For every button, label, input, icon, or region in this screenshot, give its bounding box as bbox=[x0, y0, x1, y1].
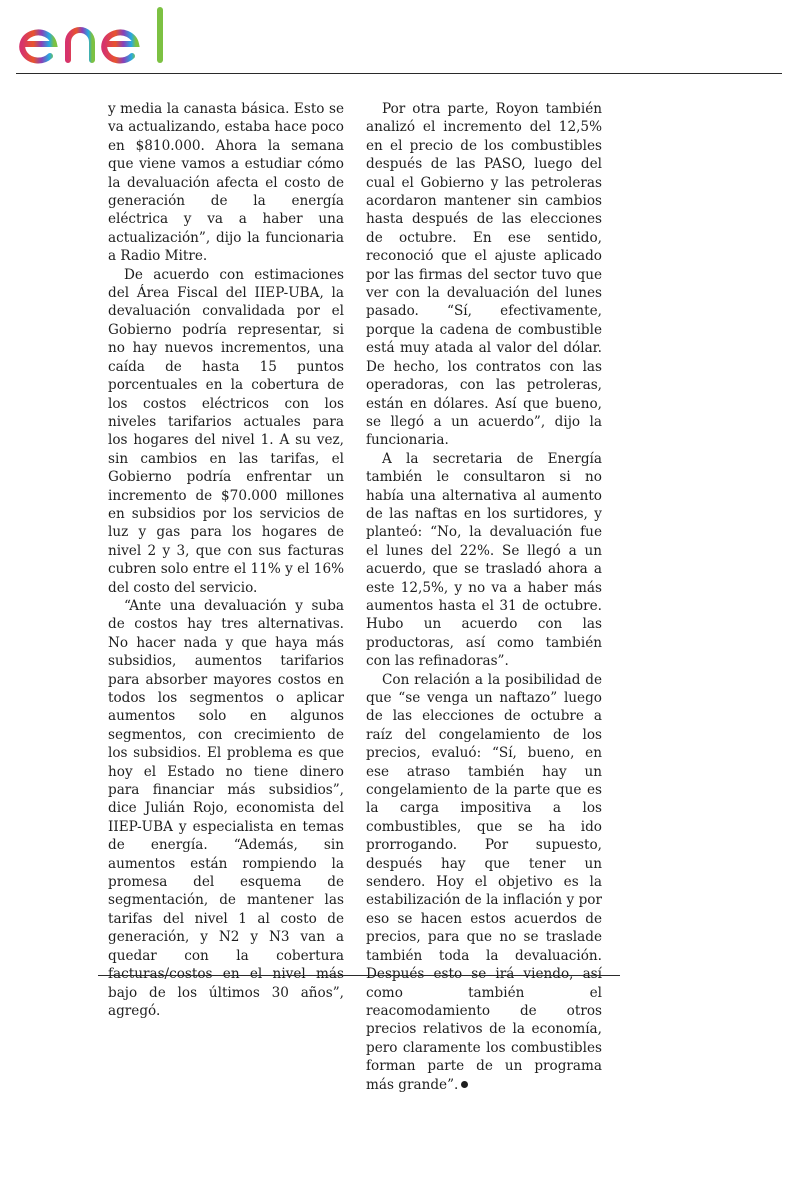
article-column-right bbox=[366, 100, 602, 1094]
article-column-left bbox=[108, 100, 344, 1020]
footer-divider bbox=[98, 975, 620, 976]
end-of-article-icon bbox=[461, 1081, 468, 1088]
paragraph-final bbox=[366, 671, 602, 1094]
header-divider bbox=[16, 73, 782, 74]
enel-logo bbox=[18, 6, 180, 68]
paragraph: y media la canasta básica. Esto se va actualizando, estaba hace poco en $810.000. Ahora la semana que viene vamos a estudiar cómo la devaluación afecta el costo de generación de la energía eléctrica y va a haber una actualización”, dijo la funcionaria a Radio Mitre. bbox=[108, 101, 344, 265]
paragraph: A la secretaria de Energía también le consultaron si no había una alternativa al aumento de las naftas en los surtidores, y planteó: “No, la devaluación fue el lunes del 22%. Se llegó a un acuerdo, que se trasladó ahora a este 12,5%, y no va a haber más aumentos hasta el 31 de octubre. Hubo un acuerdo con las productoras, así como también con las refinadoras”. bbox=[366, 450, 602, 670]
paragraph: “Ante una devaluación y suba de costos hay tres alternativas. No hacer nada y que haya más subsidios, aumentos tarifarios para absorber mayores costos en todos los segmentos o aplicar aumentos solo en algunos segmentos, con crecimiento de los subsidios. El problema es que hoy el Estado no tiene dinero para financiar más subsidios”, dice Julián Rojo, economista del IIEP-UBA y especialista en temas de energía. “Además, sin aumentos están rompiendo la promesa del esquema de segmentación, de mantener las tarifas del nivel 1 al costo de generación, y N2 y N3 van a quedar con la cobertura facturas/costos en el nivel más bajo de los últimos 30 años”, agregó. bbox=[108, 597, 344, 1019]
paragraph-text: Con relación a la posibilidad de que “se venga un naftazo” luego de las elecciones de octubre a raíz del congelamiento de los precios, evaluó: “Sí, bueno, en ese atraso también hay un congelamiento de la parte que es la carga impositiva a los combustibles, que se ha ido prorrogando. Por supuesto, después hay que tener un sendero. Hoy el objetivo es la estabilización de la inflación y por eso se hacen estos acuerdos de precios, para que no se traslade también toda la devaluación. Después esto se irá viendo, así como también el reacomodamiento de otros precios relativos de la economía, pero claramente los combustibles forman parte de un programa más grande”. bbox=[366, 671, 602, 1093]
paragraph: De acuerdo con estimaciones del Área Fiscal del IIEP-UBA, la devaluación convalidada por el Gobierno podría representar, si no hay nuevos incrementos, una caída de hasta 15 puntos porcentuales en la cobertura de los costos eléctricos con los niveles tarifarios actuales para los hogares del nivel 1. A su vez, sin cambios en las tarifas, el Gobierno podría enfrentar un incremento de $70.000 millones en subsidios por los servicios de luz y gas para los hogares de nivel 2 y 3, que con sus facturas cubren solo entre el 11% y el 16% del costo del servicio. bbox=[108, 266, 345, 596]
paragraph: Por otra parte, Royon también analizó el incremento del 12,5% en el precio de los combustibles después de las PASO, luego del cual el Gobierno y las petroleras acordaron mantener sin cambios hasta después de las elecciones de octubre. En ese sentido, reconoció que el ajuste aplicado por las firmas del sector tuvo que ver con la devaluación del lunes pasado. “Sí, efectivamente, porque la cadena de combustible está muy atada al valor del dólar. De hecho, los contratos con las operadoras, con las petroleras, están en dólares. Así que bueno, se llegó a un acuerdo”, dijo la funcionaria. bbox=[366, 101, 602, 449]
